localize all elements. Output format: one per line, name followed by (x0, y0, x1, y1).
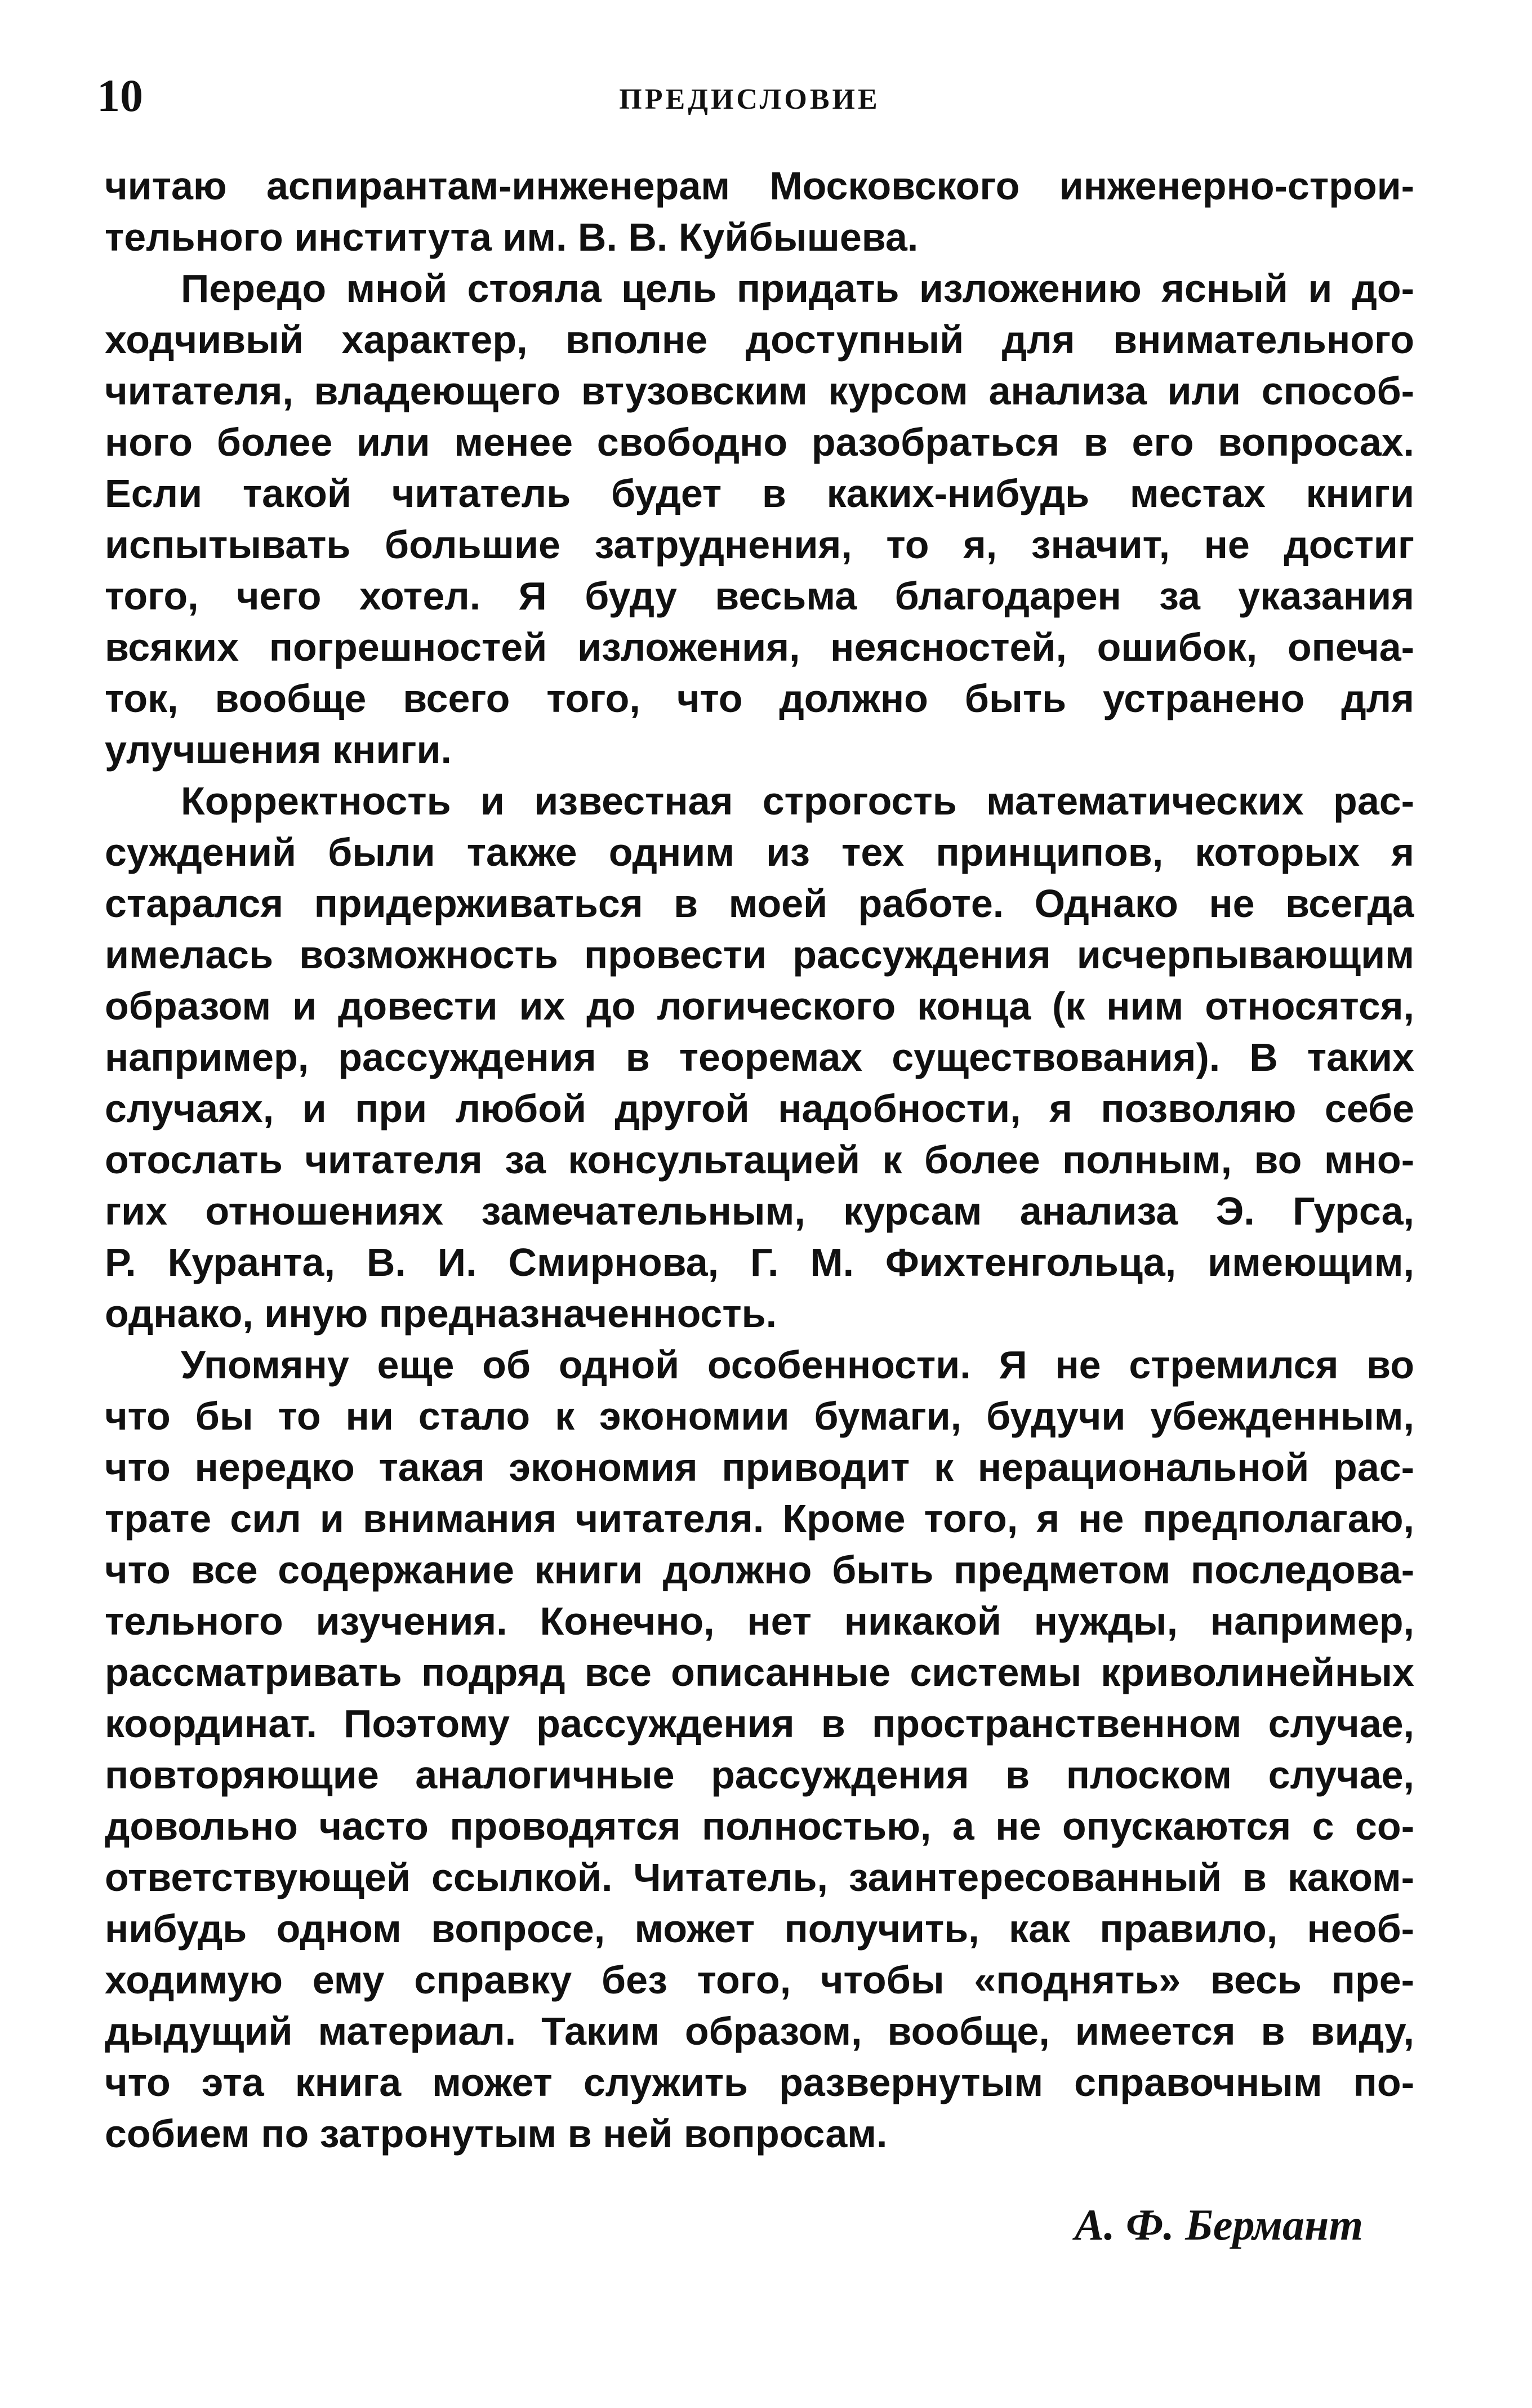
text-line: рассматривать подряд все описанные системы криволинейных (105, 1650, 1414, 1694)
text-line: Упомяну еще об одной особенности. Я не стремился во (181, 1343, 1414, 1387)
text-line: дыдущий материал. Таким образом, вообще, имеется в виду, (105, 2009, 1414, 2053)
text-line: всяких погрешностей изложения, неясностей, ошибок, опеча- (105, 625, 1414, 669)
text-line: тельного института им. В. В. Куйбышева. (105, 215, 919, 259)
text-line: Если такой читатель будет в каких-нибудь местах книги (105, 471, 1414, 515)
text-line: образом и довести их до логического конца (к ним относятся, (105, 984, 1414, 1028)
text-line: старался придерживаться в моей работе. Однако не всегда (105, 882, 1414, 925)
page-header (97, 68, 1402, 124)
text-line: координат. Поэтому рассуждения в пространственном случае, (105, 1702, 1414, 1746)
text-line: Передо мной стояла цель придать изложению ясный и до- (181, 266, 1414, 310)
text-line: отослать читателя за консультацией к более полным, во мно- (105, 1138, 1414, 1182)
text-line: нибудь одном вопросе, может получить, как правило, необ- (105, 1907, 1414, 1951)
text-line: трате сил и внимания читателя. Кроме того, я не предполагаю, (105, 1497, 1414, 1541)
paragraph-4 (105, 1339, 1414, 2160)
text-line: Р. Куранта, В. И. Смирнова, Г. М. Фихтенгольца, имеющим, (105, 1240, 1414, 1284)
text-line: Корректность и известная строгость математических рас- (181, 779, 1414, 823)
text-line: например, рассуждения в теоремах существования). В таких (105, 1035, 1414, 1079)
text-line: что нередко такая экономия приводит к нерациональной рас- (105, 1445, 1414, 1489)
text-line: тельного изучения. Конечно, нет никакой нужды, например, (105, 1599, 1414, 1643)
text-line: собием по затронутым в ней вопросам. (105, 2112, 888, 2156)
paragraph-1 (105, 161, 1414, 263)
text-line: ток, вообще всего того, что должно быть устранено для (105, 676, 1414, 720)
running-head: ПРЕДИСЛОВИЕ (619, 83, 880, 115)
author-signature: А. Ф. Бермант (1074, 2200, 1363, 2249)
text-line: случаях, и при любой другой надобности, я позволяю себе (105, 1087, 1414, 1130)
text-line: ответствующей ссылкой. Читатель, заинтересованный в каком- (105, 1855, 1414, 1899)
text-line: того, чего хотел. Я буду весьма благодарен за указания (105, 574, 1414, 618)
text-line: читаю аспирантам-инженерам Московского инженерно-строи- (105, 164, 1414, 208)
text-line: довольно часто проводятся полностью, а не опускаются с со- (105, 1804, 1414, 1848)
text-line: что бы то ни стало к экономии бумаги, будучи убежденным, (105, 1394, 1414, 1438)
text-line: читателя, владеющего втузовским курсом анализа или способ- (105, 369, 1414, 413)
text-line: повторяющие аналогичные рассуждения в плоском случае, (105, 1753, 1414, 1797)
page-number: 10 (97, 70, 143, 121)
text-line: испытывать большие затруднения, то я, значит, не достиг (105, 523, 1414, 567)
text-line: что эта книга может служить развернутым справочным по- (105, 2060, 1414, 2104)
text-line: ходчивый характер, вполне доступный для внимательного (105, 318, 1414, 362)
text-line: ходимую ему справку без того, чтобы «поднять» весь пре- (105, 1958, 1414, 2002)
paragraph-3 (105, 776, 1414, 1339)
text-line: суждений были также одним из тех принципов, которых я (105, 830, 1414, 874)
text-line: имелась возможность провести рассуждения исчерпывающим (105, 933, 1414, 977)
text-line: улучшения книги. (105, 728, 452, 772)
body-text (105, 161, 1414, 2160)
text-line: что все содержание книги должно быть предметом последова- (105, 1548, 1414, 1592)
text-line: однако, иную предназначенность. (105, 1292, 777, 1336)
text-line: гих отношениях замечательным, курсам анализа Э. Гурса, (105, 1189, 1414, 1233)
text-line: ного более или менее свободно разобраться в его вопросах. (105, 420, 1414, 464)
paragraph-2 (105, 263, 1414, 776)
